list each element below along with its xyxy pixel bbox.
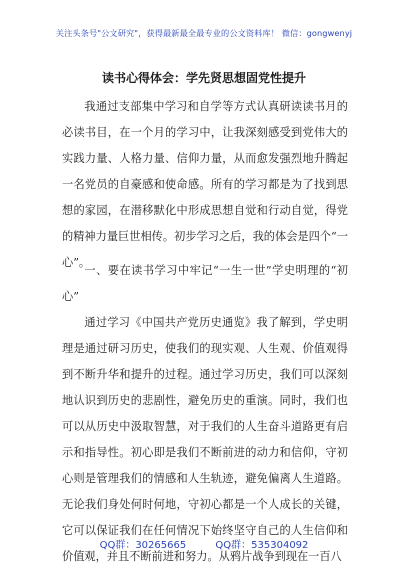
header-banner: 关注头条号"公文研究"，获得最新最全最专业的公文资料库！ 微信：gongwenyj bbox=[55, 28, 353, 38]
paragraph-intro: 我通过支部集中学习和自学等方式认真研读读书月的必读书目，在一个月的学习中，让我深刻感受到党伟大的实践力量、人格力量、信仰力量，从而愈发强烈地升腾起一名党员的自豪感和使命感。所有的学习都是为了找到思想的家园，在潜移默化中形成思想自觉和行动自觉，得党的精神力量巨世相传。初步学习之后，我的体会是四个“一心”。 bbox=[62, 100, 348, 269]
paragraph-body-1: 通过学习《中国共产党历史通览》我了解到，学史明理是通过研习历史，使我们的现实观、人生观、价值观得到不断升华和提升的过程。通过学习历史，我们可以深刻地认识到历史的悲剧性，避免历史的重演。同时，我们也可以从历史中汲取智慧，对于我们的人生奋斗道路更有启示和指导性。初心即是我们不断前进的动力和信仰，守初心则是管理我们的情感和人生轨迹，避免偏离人生道路。无论我们身处何时何地，守初心都是一个人成长的关键，它可以保证我们在任何情况下始终坚守自己的人生信仰和价值观，并且不断前进和努力。从鸦片战争到现在一百八 bbox=[62, 316, 348, 563]
section-heading-1: 一、要在读书学习中牢记“一生一世”学史明理的“初心” bbox=[62, 264, 348, 303]
document-title: 读书心得体会：学先贤思想固党性提升 bbox=[101, 71, 306, 85]
footer-qq-groups bbox=[0, 536, 408, 551]
footer-qq-group-2: QQ群：535304092 bbox=[215, 540, 309, 551]
footer-qq-group-1: QQ群：30265665 bbox=[99, 540, 187, 551]
